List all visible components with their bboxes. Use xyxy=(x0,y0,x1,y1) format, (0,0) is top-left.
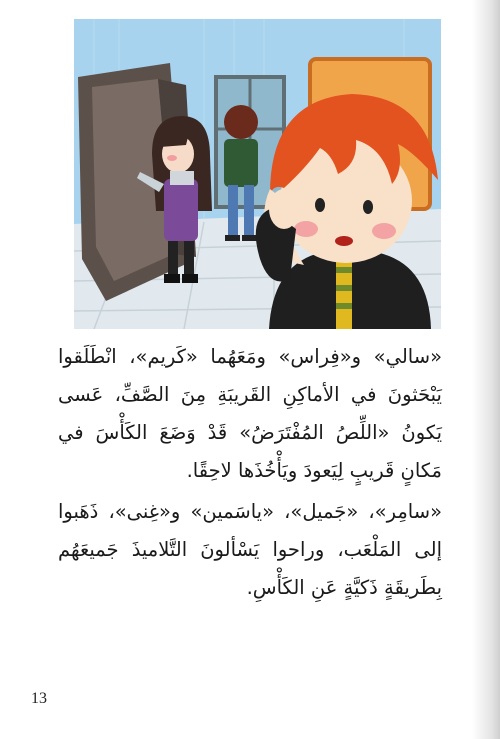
story-text xyxy=(58,338,442,607)
story-illustration xyxy=(74,19,441,329)
classroom-scene-illustration xyxy=(74,19,441,329)
page-number: 13 xyxy=(31,690,47,707)
story-paragraph: «سامِر»، «جَميل»، «ياسَمين» و«غِنى»، ذَهَبوا إلى المَلْعَب، وراحوا يَسْألونَ التَّلاميذَ جَميعَهُم بِطَريقَةٍ ذَكيَّةٍ عَنِ الكَأْسِ. xyxy=(58,500,442,599)
story-paragraph: «سالي» و«فِراس» ومَعَهُما «كَريم»، انْطَلَقوا يَبْحَثونَ في الأماكِنِ القَريبَةِ مِنَ الصَّفِّ، عَسى يَكونُ «اللِّصُ المُفْتَرَضُ» قَدْ وَضَعَ الكَأْسَ في مَكانٍ قَريبٍ لِيَعودَ ويَأْخُذَها لاحِقًا. xyxy=(58,345,442,482)
page-edge-shadow xyxy=(472,0,500,739)
